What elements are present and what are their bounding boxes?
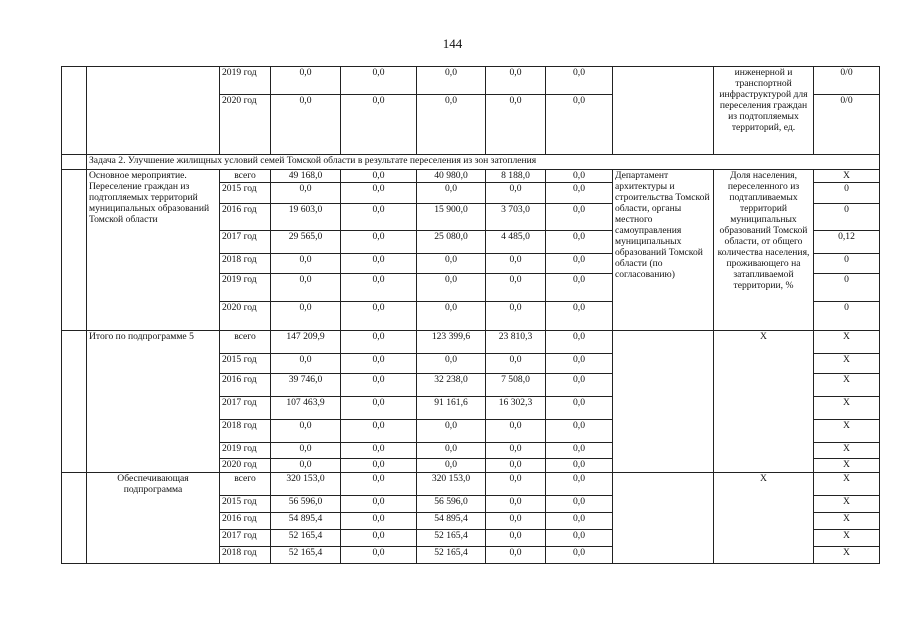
indicator-value: 0/0 — [814, 67, 880, 95]
value-cell: 0,0 — [546, 183, 613, 204]
value-cell: 0,0 — [341, 443, 417, 459]
value-cell: 0,0 — [546, 547, 613, 564]
value-cell: 0,0 — [546, 354, 613, 374]
value-cell: 320 153,0 — [417, 473, 486, 496]
year-cell: 2016 год — [220, 204, 271, 231]
value-cell: 0,0 — [486, 95, 546, 155]
value-cell: 0,0 — [417, 183, 486, 204]
indicator-text: Доля населения, переселенного из подтапливаемых территорий муниципальных образований Томской области, от общего количества населения, проживающего на затапливаемой территории, % — [714, 170, 814, 331]
value-cell: 0,0 — [486, 443, 546, 459]
value-cell: 0,0 — [546, 397, 613, 420]
number-cell — [62, 155, 87, 170]
value-cell: 0,0 — [486, 496, 546, 513]
number-cell — [62, 170, 87, 331]
value-cell: 0,0 — [486, 420, 546, 443]
indicator-value: 0 — [814, 274, 880, 302]
indicator-value: X — [814, 459, 880, 473]
value-cell: 0,0 — [546, 254, 613, 274]
value-cell: 0,0 — [546, 302, 613, 331]
indicator-value: X — [814, 420, 880, 443]
value-cell: 0,0 — [486, 354, 546, 374]
value-cell: 56 596,0 — [417, 496, 486, 513]
value-cell: 0,0 — [417, 354, 486, 374]
indicator-value: 0 — [814, 204, 880, 231]
year-cell: 2020 год — [220, 459, 271, 473]
value-cell: 0,0 — [341, 302, 417, 331]
value-cell: 0,0 — [486, 254, 546, 274]
year-cell: 2018 год — [220, 547, 271, 564]
value-cell: 0,0 — [417, 274, 486, 302]
value-cell: 3 703,0 — [486, 204, 546, 231]
value-cell: 54 895,4 — [271, 513, 341, 530]
value-cell: 0,0 — [546, 459, 613, 473]
value-cell: 52 165,4 — [271, 530, 341, 547]
table-row — [62, 67, 880, 95]
value-cell: 320 153,0 — [271, 473, 341, 496]
event-name: Основное мероприятие. Переселение граждан из подтопляемых территорий муниципальных образований Томской области — [87, 170, 220, 331]
year-cell: 2018 год — [220, 254, 271, 274]
value-cell: 0,0 — [417, 459, 486, 473]
value-cell: 0,0 — [486, 473, 546, 496]
value-cell: 107 463,9 — [271, 397, 341, 420]
value-cell: 0,0 — [341, 183, 417, 204]
value-cell: 0,0 — [341, 354, 417, 374]
department-cell — [613, 473, 714, 564]
year-cell: 2019 год — [220, 443, 271, 459]
year-cell: 2017 год — [220, 397, 271, 420]
value-cell: 0,0 — [417, 420, 486, 443]
value-cell: 0,0 — [341, 67, 417, 95]
number-cell — [62, 331, 87, 473]
value-cell: 0,0 — [341, 204, 417, 231]
value-cell: 16 302,3 — [486, 397, 546, 420]
indicator-value: X — [814, 331, 880, 354]
indicator-value: X — [814, 397, 880, 420]
name-cell — [87, 67, 220, 155]
value-cell: 0,0 — [417, 443, 486, 459]
indicator-value: 0 — [814, 183, 880, 204]
value-cell: 0,0 — [546, 274, 613, 302]
support-subprogram-name: Обеспечивающая подпрограмма — [87, 473, 220, 564]
indicator-text: инженерной и транспортной инфраструктурой для переселения граждан из подтопляемых территорий, ед. — [714, 67, 814, 155]
indicator-value: 0 — [814, 302, 880, 331]
value-cell: 0,0 — [341, 496, 417, 513]
indicator-value: X — [814, 496, 880, 513]
indicator-value: X — [814, 374, 880, 397]
value-cell: 0,0 — [486, 183, 546, 204]
value-cell: 52 165,4 — [417, 530, 486, 547]
value-cell: 40 980,0 — [417, 170, 486, 183]
table-row — [62, 331, 880, 354]
task-row — [62, 155, 880, 170]
indicator-value: 0 — [814, 254, 880, 274]
task-title: Задача 2. Улучшение жилищных условий семей Томской области в результате переселения из зон затопления — [87, 155, 880, 170]
indicator-value: X — [814, 354, 880, 374]
value-cell: 0,0 — [341, 170, 417, 183]
value-cell: 91 161,6 — [417, 397, 486, 420]
value-cell: 147 209,9 — [271, 331, 341, 354]
value-cell: 0,0 — [271, 183, 341, 204]
value-cell: 0,0 — [271, 274, 341, 302]
value-cell: 0,0 — [546, 95, 613, 155]
value-cell: 0,0 — [417, 302, 486, 331]
value-cell: 0,0 — [546, 374, 613, 397]
year-cell: 2017 год — [220, 530, 271, 547]
value-cell: 0,0 — [341, 397, 417, 420]
indicator-value: 0/0 — [814, 95, 880, 155]
number-cell — [62, 67, 87, 155]
value-cell: 0,0 — [271, 354, 341, 374]
value-cell: 0,0 — [271, 302, 341, 331]
table-row — [62, 473, 880, 496]
value-cell: 0,0 — [271, 254, 341, 274]
year-cell: всего — [220, 473, 271, 496]
value-cell: 0,0 — [546, 204, 613, 231]
value-cell: 0,0 — [341, 459, 417, 473]
value-cell: 15 900,0 — [417, 204, 486, 231]
value-cell: 0,0 — [546, 513, 613, 530]
value-cell: 0,0 — [271, 459, 341, 473]
year-cell: 2015 год — [220, 354, 271, 374]
value-cell: 0,0 — [546, 443, 613, 459]
value-cell: 0,0 — [341, 374, 417, 397]
value-cell: 29 565,0 — [271, 231, 341, 254]
department-cell — [613, 331, 714, 473]
indicator-value: X — [814, 170, 880, 183]
indicator-value: X — [814, 513, 880, 530]
value-cell: 52 165,4 — [417, 547, 486, 564]
value-cell: 0,0 — [486, 530, 546, 547]
year-cell: 2015 год — [220, 496, 271, 513]
value-cell: 0,0 — [417, 67, 486, 95]
indicator-value: 0,12 — [814, 231, 880, 254]
value-cell: 0,0 — [486, 302, 546, 331]
value-cell: 0,0 — [271, 443, 341, 459]
value-cell: 19 603,0 — [271, 204, 341, 231]
value-cell: 0,0 — [341, 274, 417, 302]
value-cell: 0,0 — [271, 95, 341, 155]
year-cell: 2018 год — [220, 420, 271, 443]
value-cell: 0,0 — [486, 513, 546, 530]
value-cell: 0,0 — [271, 420, 341, 443]
value-cell: 7 508,0 — [486, 374, 546, 397]
year-cell: 2019 год — [220, 274, 271, 302]
value-cell: 4 485,0 — [486, 231, 546, 254]
table-row — [62, 170, 880, 183]
value-cell: 0,0 — [546, 420, 613, 443]
value-cell: 25 080,0 — [417, 231, 486, 254]
value-cell: 0,0 — [546, 170, 613, 183]
value-cell: 0,0 — [486, 459, 546, 473]
department-cell — [613, 67, 714, 155]
value-cell: 39 746,0 — [271, 374, 341, 397]
value-cell: 54 895,4 — [417, 513, 486, 530]
value-cell: 0,0 — [341, 420, 417, 443]
value-cell: 0,0 — [546, 231, 613, 254]
value-cell: 0,0 — [341, 95, 417, 155]
year-cell: 2019 год — [220, 67, 271, 95]
value-cell: 49 168,0 — [271, 170, 341, 183]
value-cell: 0,0 — [546, 496, 613, 513]
value-cell: 0,0 — [546, 331, 613, 354]
value-cell: 8 188,0 — [486, 170, 546, 183]
value-cell: 0,0 — [341, 530, 417, 547]
year-cell: всего — [220, 170, 271, 183]
value-cell: 0,0 — [341, 331, 417, 354]
value-cell: 0,0 — [486, 67, 546, 95]
value-cell: 0,0 — [546, 67, 613, 95]
value-cell: 123 399,6 — [417, 331, 486, 354]
subprogram-total-name: Итого по подпрограмме 5 — [87, 331, 220, 473]
indicator-value: X — [814, 443, 880, 459]
value-cell: 0,0 — [341, 231, 417, 254]
department-cell: Департамент архитектуры и строительства Томской области, органы местного самоуправления муниципальных образований Томской области (по согласованию) — [613, 170, 714, 331]
value-cell: 0,0 — [546, 473, 613, 496]
value-cell: 0,0 — [486, 547, 546, 564]
number-cell — [62, 473, 87, 564]
value-cell: 0,0 — [271, 67, 341, 95]
value-cell: 32 238,0 — [417, 374, 486, 397]
year-cell: 2016 год — [220, 513, 271, 530]
value-cell: 52 165,4 — [271, 547, 341, 564]
year-cell: 2017 год — [220, 231, 271, 254]
value-cell: 0,0 — [486, 274, 546, 302]
budget-table — [61, 66, 880, 564]
value-cell: 56 596,0 — [271, 496, 341, 513]
value-cell: 0,0 — [341, 254, 417, 274]
value-cell: 0,0 — [341, 547, 417, 564]
value-cell: 0,0 — [341, 473, 417, 496]
year-cell: 2020 год — [220, 302, 271, 331]
value-cell: 0,0 — [417, 95, 486, 155]
indicator-text: X — [714, 331, 814, 473]
indicator-value: X — [814, 530, 880, 547]
value-cell: 0,0 — [341, 513, 417, 530]
year-cell: 2015 год — [220, 183, 271, 204]
value-cell: 23 810,3 — [486, 331, 546, 354]
indicator-value: X — [814, 547, 880, 564]
indicator-text: X — [714, 473, 814, 564]
indicator-value: X — [814, 473, 880, 496]
year-cell: всего — [220, 331, 271, 354]
value-cell: 0,0 — [546, 530, 613, 547]
year-cell: 2016 год — [220, 374, 271, 397]
value-cell: 0,0 — [417, 254, 486, 274]
year-cell: 2020 год — [220, 95, 271, 155]
page-number: 144 — [442, 36, 463, 51]
